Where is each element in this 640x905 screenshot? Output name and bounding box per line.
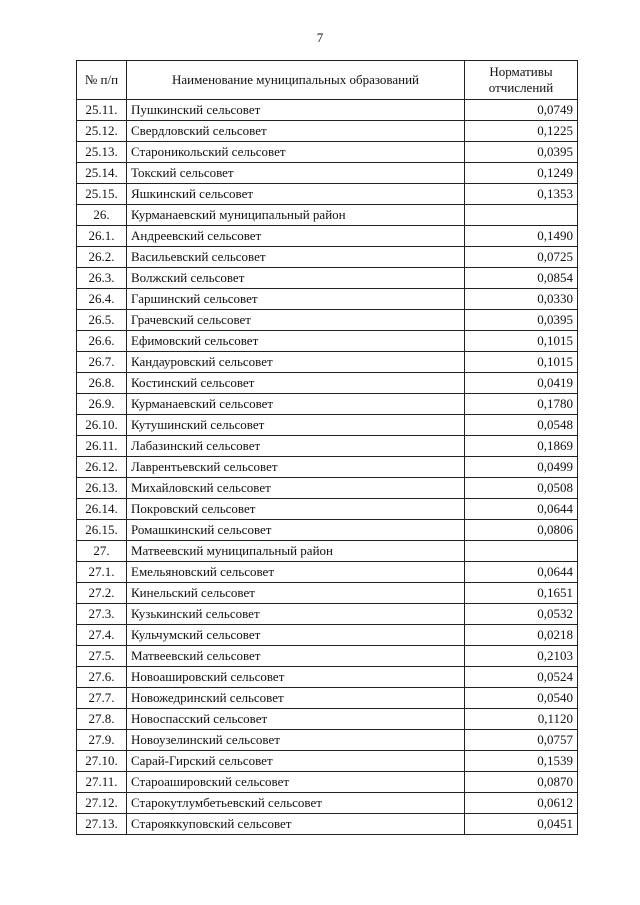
table-row [77,667,578,688]
norms-table [76,60,578,835]
table-row [77,499,578,520]
table-row [77,142,578,163]
norm-value-cell: 0,1651 [465,583,578,604]
norm-value-cell: 0,0524 [465,667,578,688]
table-body [77,100,578,835]
table-row [77,520,578,541]
table-row [77,205,578,226]
municipality-name-cell: Емельяновский сельсовет [127,562,465,583]
row-number-cell: 26.14. [77,499,127,520]
municipality-name-cell: Новоашировский сельсовет [127,667,465,688]
row-number-cell: 26.4. [77,289,127,310]
row-number-cell: 26.2. [77,247,127,268]
table-row [77,373,578,394]
row-number-cell: 26.8. [77,373,127,394]
table-row [77,415,578,436]
municipality-name-cell: Новоспасский сельсовет [127,709,465,730]
municipality-name-cell: Матвеевский сельсовет [127,646,465,667]
row-number-cell: 27.4. [77,625,127,646]
norm-value-cell: 0,1120 [465,709,578,730]
municipality-name-cell: Волжский сельсовет [127,268,465,289]
municipality-name-cell: Курманаевский муниципальный район [127,205,465,226]
norm-value-cell: 0,1225 [465,121,578,142]
header-name: Наименование муниципальных образований [127,61,465,100]
row-number-cell: 26.12. [77,457,127,478]
row-number-cell: 27.2. [77,583,127,604]
norm-value-cell: 0,1015 [465,331,578,352]
municipality-name-cell: Ефимовский сельсовет [127,331,465,352]
row-number-cell: 27.1. [77,562,127,583]
norm-value-cell: 0,1869 [465,436,578,457]
row-number-cell: 25.15. [77,184,127,205]
norm-value-cell: 0,0532 [465,604,578,625]
norm-value-cell [465,541,578,562]
row-number-cell: 27.10. [77,751,127,772]
table-row [77,121,578,142]
table-row [77,688,578,709]
table-row [77,100,578,121]
municipality-name-cell: Токский сельсовет [127,163,465,184]
table-row [77,226,578,247]
table-row [77,163,578,184]
header-number: № п/п [77,61,127,100]
municipality-name-cell: Пушкинский сельсовет [127,100,465,121]
norm-value-cell: 0,0499 [465,457,578,478]
norm-value-cell: 0,1015 [465,352,578,373]
norm-value-cell: 0,0854 [465,268,578,289]
municipality-name-cell: Кандауровский сельсовет [127,352,465,373]
table-header-row [77,61,578,100]
municipality-name-cell: Матвеевский муниципальный район [127,541,465,562]
row-number-cell: 26.6. [77,331,127,352]
norm-value-cell: 0,1490 [465,226,578,247]
municipality-name-cell: Андреевский сельсовет [127,226,465,247]
row-number-cell: 27.9. [77,730,127,751]
row-number-cell: 27.6. [77,667,127,688]
table-row [77,289,578,310]
table-row [77,352,578,373]
table-row [77,436,578,457]
table-row [77,772,578,793]
norm-value-cell: 0,0870 [465,772,578,793]
norm-value-cell: 0,0540 [465,688,578,709]
norm-value-cell: 0,0806 [465,520,578,541]
row-number-cell: 27.12. [77,793,127,814]
norm-value-cell: 0,0749 [465,100,578,121]
table-row [77,394,578,415]
municipality-name-cell: Ромашкинский сельсовет [127,520,465,541]
table-row [77,247,578,268]
table-row [77,646,578,667]
row-number-cell: 26.1. [77,226,127,247]
municipality-name-cell: Кутушинский сельсовет [127,415,465,436]
table-row [77,625,578,646]
row-number-cell: 26.15. [77,520,127,541]
table-row [77,310,578,331]
row-number-cell: 27.13. [77,814,127,835]
norm-value-cell: 0,0330 [465,289,578,310]
municipality-name-cell: Кульчумский сельсовет [127,625,465,646]
norm-value-cell: 0,0508 [465,478,578,499]
norm-value-cell: 0,0725 [465,247,578,268]
norm-value-cell [465,205,578,226]
municipality-name-cell: Новоузелинский сельсовет [127,730,465,751]
row-number-cell: 26.7. [77,352,127,373]
table-row [77,268,578,289]
municipality-name-cell: Старокутлумбетьевский сельсовет [127,793,465,814]
norm-value-cell: 0,0451 [465,814,578,835]
row-number-cell: 25.14. [77,163,127,184]
row-number-cell: 27.3. [77,604,127,625]
norm-value-cell: 0,2103 [465,646,578,667]
municipality-name-cell: Староникольский сельсовет [127,142,465,163]
norm-value-cell: 0,0395 [465,310,578,331]
municipality-name-cell: Свердловский сельсовет [127,121,465,142]
municipality-name-cell: Костинский сельсовет [127,373,465,394]
norm-value-cell: 0,1539 [465,751,578,772]
row-number-cell: 27.5. [77,646,127,667]
row-number-cell: 26.10. [77,415,127,436]
municipality-name-cell: Лаврентьевский сельсовет [127,457,465,478]
header-value: Нормативы отчислений [465,61,578,100]
row-number-cell: 27. [77,541,127,562]
municipality-name-cell: Гаршинский сельсовет [127,289,465,310]
norm-value-cell: 0,0612 [465,793,578,814]
table-row [77,730,578,751]
municipality-name-cell: Курманаевский сельсовет [127,394,465,415]
row-number-cell: 26.13. [77,478,127,499]
municipality-name-cell: Михайловский сельсовет [127,478,465,499]
row-number-cell: 26.5. [77,310,127,331]
row-number-cell: 27.7. [77,688,127,709]
row-number-cell: 27.11. [77,772,127,793]
table-row [77,562,578,583]
page-number: 7 [316,30,324,45]
norm-value-cell: 0,0419 [465,373,578,394]
municipality-name-cell: Грачевский сельсовет [127,310,465,331]
municipality-name-cell: Покровский сельсовет [127,499,465,520]
norm-value-cell: 0,0644 [465,562,578,583]
municipality-name-cell: Старояккуповский сельсовет [127,814,465,835]
table-row [77,604,578,625]
row-number-cell: 25.13. [77,142,127,163]
table-row [77,709,578,730]
table-row [77,583,578,604]
table-row [77,814,578,835]
municipality-name-cell: Кинельский сельсовет [127,583,465,604]
row-number-cell: 26.3. [77,268,127,289]
row-number-cell: 25.11. [77,100,127,121]
table-row [77,184,578,205]
row-number-cell: 27.8. [77,709,127,730]
norm-value-cell: 0,0218 [465,625,578,646]
norm-value-cell: 0,1353 [465,184,578,205]
norm-value-cell: 0,0395 [465,142,578,163]
table-row [77,751,578,772]
norm-value-cell: 0,0757 [465,730,578,751]
table-row [77,793,578,814]
table-row [77,331,578,352]
municipality-name-cell: Кузькинский сельсовет [127,604,465,625]
municipality-name-cell: Яшкинский сельсовет [127,184,465,205]
table-row [77,457,578,478]
norm-value-cell: 0,1249 [465,163,578,184]
municipality-name-cell: Васильевский сельсовет [127,247,465,268]
municipality-name-cell: Новожедринский сельсовет [127,688,465,709]
row-number-cell: 26. [77,205,127,226]
norm-value-cell: 0,0548 [465,415,578,436]
municipality-name-cell: Староашировский сельсовет [127,772,465,793]
norm-value-cell: 0,1780 [465,394,578,415]
row-number-cell: 25.12. [77,121,127,142]
table-row [77,478,578,499]
row-number-cell: 26.11. [77,436,127,457]
row-number-cell: 26.9. [77,394,127,415]
table-row [77,541,578,562]
municipality-name-cell: Сарай-Гирский сельсовет [127,751,465,772]
municipality-name-cell: Лабазинский сельсовет [127,436,465,457]
norm-value-cell: 0,0644 [465,499,578,520]
